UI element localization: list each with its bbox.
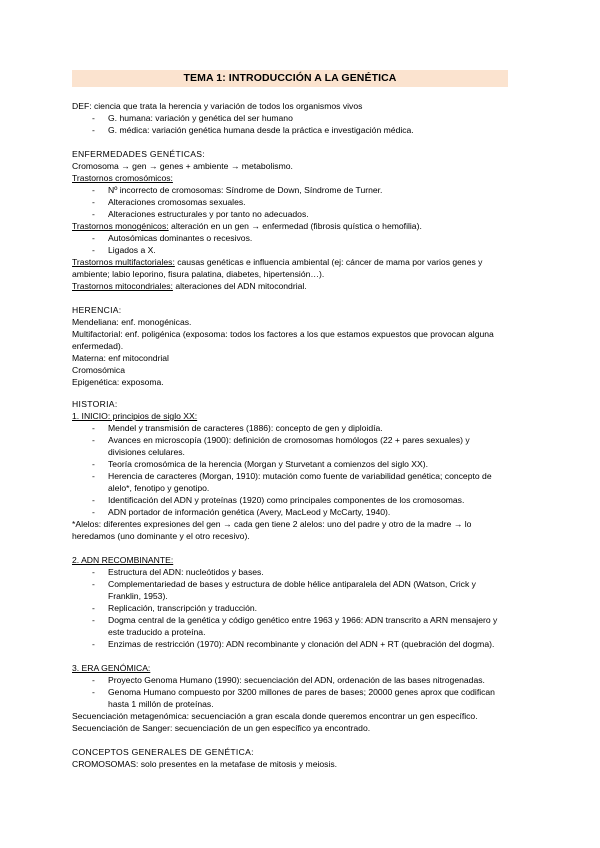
bullet: - <box>92 675 95 685</box>
list-item: Teoría cromosómica de la herencia (Morgan y Sturvetant a comienzos del siglo XX). <box>108 459 429 469</box>
list-item: Complementariedad de bases y estructura de doble hélice antiparalela del ADN (Watson, Crick y <box>108 579 476 589</box>
bullet: - <box>92 567 95 577</box>
bullet: - <box>92 113 95 123</box>
herencia-line: Cromosómica <box>72 365 126 375</box>
list-item: Estructura del ADN: nucleótidos y bases. <box>108 567 264 577</box>
multifactoriales-line <box>72 256 482 268</box>
herencia-line: Multifactorial: enf. poligénica (exposoma: todos los factores a los que estamos expuestos que provocan alguna <box>72 329 494 339</box>
list-item: Mendel y transmisión de caracteres (1886): concepto de gen y diploidía. <box>108 423 383 433</box>
bullet: - <box>92 579 95 589</box>
list-item-cont: Franklin, 1953). <box>108 591 168 601</box>
list-item: Autosómicas dominantes o recesivos. <box>108 233 253 243</box>
mitocondriales-label: Trastornos mitocondriales: <box>72 281 173 291</box>
bullet: - <box>92 185 95 195</box>
list-item-cont: alelo*, fenotipo y genotipo. <box>108 483 210 493</box>
bullet: - <box>92 125 95 135</box>
bullet: - <box>92 495 95 505</box>
cromosomas-line: CROMOSOMAS: solo presentes en la metafase de mitosis y meiosis. <box>72 759 338 769</box>
list-item: Dogma central de la genética y código genético entre 1963 y 1966: ADN transcrito a ARN mensajero y <box>108 615 498 625</box>
section-heading-herencia: HERENCIA: <box>72 305 122 315</box>
bullet: - <box>92 209 95 219</box>
bullet: - <box>92 687 95 697</box>
bullet: - <box>92 233 95 243</box>
list-item: Herencia de caracteres (Morgan, 1910): mutación como fuente de variabilidad genética; concepto de <box>108 471 492 481</box>
multifactoriales-label: Trastornos multifactoriales: <box>72 257 175 267</box>
def-line: DEF: ciencia que trata la herencia y variación de todos los organismos vivos <box>72 101 363 111</box>
section-heading-enfermedades: ENFERMEDADES GENÉTICAS: <box>72 149 205 159</box>
list-item: Ligados a X. <box>108 245 156 255</box>
adn-label: 2. ADN RECOMBINANTE: <box>72 555 174 565</box>
herencia-line: Materna: enf mitocondrial <box>72 353 169 363</box>
secuenciacion-line: Secuenciación de Sanger: secuenciación de un gen específico ya encontrado. <box>72 723 371 733</box>
secuenciacion-line: Secuenciación metagenómica: secuenciación a gran escala donde queremos encontrar un gen específico. <box>72 711 478 721</box>
mitocondriales-text: alteraciones del ADN mitocondrial. <box>172 281 307 291</box>
era-label: 3. ERA GENÓMICA: <box>72 663 151 673</box>
monogenicos-text: alteración en un gen → enfermedad (fibrosis quística o hemofilia). <box>168 221 422 231</box>
list-item: G. humana: variación y genética del ser humano <box>108 113 293 123</box>
page-title: TEMA 1: INTRODUCCIÓN A LA GENÉTICA <box>72 70 508 87</box>
inicio-label: 1. INICIO: principios de siglo XX: <box>72 411 198 421</box>
bullet: - <box>92 471 95 481</box>
monogenicos-label: Trastornos monogénicos: <box>72 221 169 231</box>
list-item: Identificación del ADN y proteínas (1920) como principales componentes de los cromosomas. <box>108 495 465 505</box>
herencia-line: enfermedad). <box>72 341 124 351</box>
mitocondriales-line <box>72 280 307 292</box>
section-heading-historia: HISTORIA: <box>72 399 118 409</box>
list-item: Replicación, transcripción y traducción. <box>108 603 258 613</box>
bullet: - <box>92 245 95 255</box>
list-item: Genoma Humano compuesto por 3200 millones de pares de bases; 20000 genes aprox que codifican <box>108 687 495 697</box>
list-item: Alteraciones estructurales y por tanto no adecuados. <box>108 209 309 219</box>
alelos-note-cont: heredamos (uno dominante y el otro recesivo). <box>72 531 250 541</box>
section-heading-conceptos: CONCEPTOS GENERALES DE GENÉTICA: <box>72 747 254 757</box>
multifactoriales-cont: ambiente; labio leporino, fisura palatina, diabetes, hipertensión…). <box>72 269 325 279</box>
list-item: Enzimas de restricción (1970): ADN recombinante y clonación del ADN + RT (quebración del dogma). <box>108 639 495 649</box>
list-item-cont: hasta 1 millón de proteínas. <box>108 699 214 709</box>
list-item-cont: divisiones celulares. <box>108 447 185 457</box>
multifactoriales-text: causas genéticas e influencia ambiental (ej: cáncer de mama por varios genes y <box>174 257 483 267</box>
bullet: - <box>92 435 95 445</box>
monogenicos-line <box>72 220 422 232</box>
flow-line: Cromosoma → gen → genes + ambiente → metabolismo. <box>72 161 293 171</box>
bullet: - <box>92 459 95 469</box>
list-item: Proyecto Genoma Humano (1990): secuenciación del ADN, ordenación de las bases nitrogenadas. <box>108 675 485 685</box>
alelos-note: *Alelos: diferentes expresiones del gen → cada gen tiene 2 alelos: uno del padre y otro de la madre → lo <box>72 519 472 529</box>
list-item: Nº incorrecto de cromosomas: Síndrome de Down, Síndrome de Turner. <box>108 185 383 195</box>
herencia-line: Epigenética: exposoma. <box>72 377 164 387</box>
list-item: G. médica: variación genética humana desde la práctica e investigación médica. <box>108 125 414 135</box>
bullet: - <box>92 507 95 517</box>
list-item: Avances en microscopía (1900): definición de cromosomas homólogos (22 + pares sexuales) y <box>108 435 470 445</box>
list-item-cont: este traducido a proteína. <box>108 627 206 637</box>
cromosomicos-label: Trastornos cromosómicos: <box>72 173 173 183</box>
bullet: - <box>92 197 95 207</box>
herencia-line: Mendeliana: enf. monogénicas. <box>72 317 192 327</box>
list-item: ADN portador de información genética (Avery, MacLeod y McCarty, 1940). <box>108 507 391 517</box>
bullet: - <box>92 603 95 613</box>
bullet: - <box>92 615 95 625</box>
bullet: - <box>92 423 95 433</box>
list-item: Alteraciones cromosomas sexuales. <box>108 197 246 207</box>
bullet: - <box>92 639 95 649</box>
